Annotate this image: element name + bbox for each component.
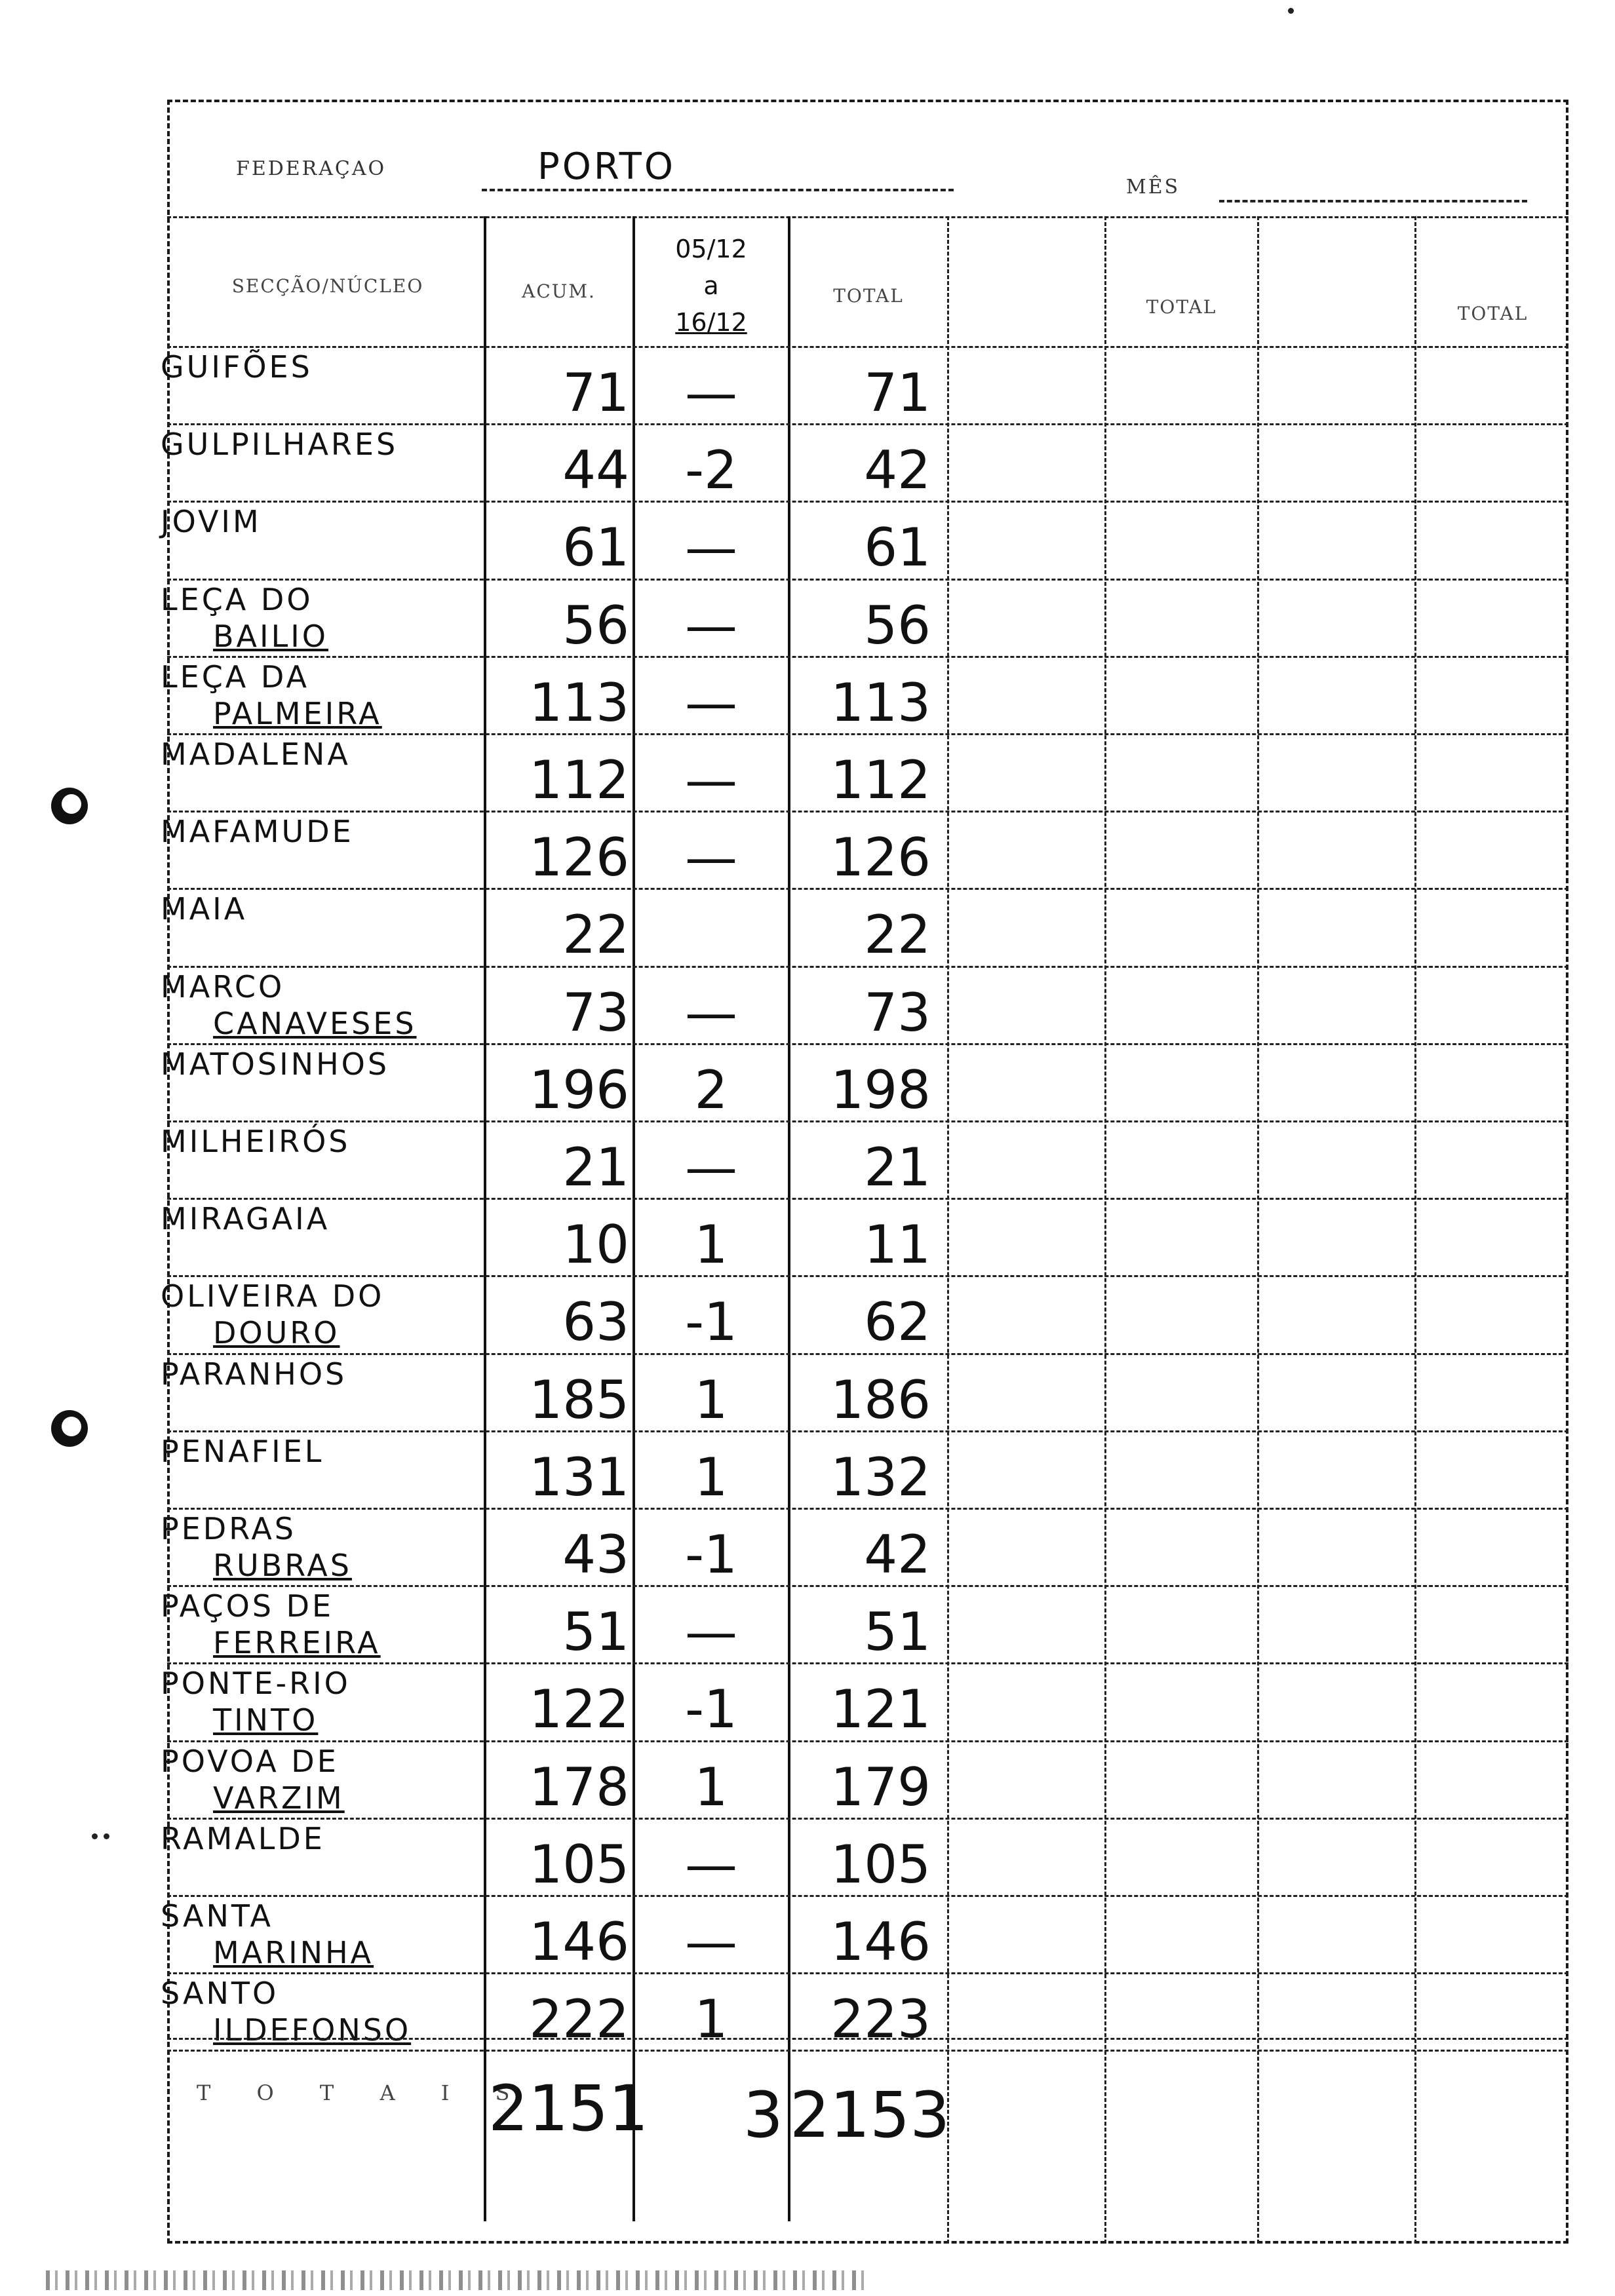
row-total: 105 xyxy=(830,1833,931,1895)
row-acum: 113 xyxy=(529,672,629,733)
row-name-line2: TINTO xyxy=(213,1702,319,1738)
row-name xyxy=(161,1123,475,1160)
row-separator xyxy=(167,501,1568,503)
row-name-line1: PAÇOS DE xyxy=(161,1588,334,1624)
row-name xyxy=(161,581,475,655)
row-acum: 222 xyxy=(529,1989,629,2050)
row-separator xyxy=(167,1740,1568,1742)
row-acum: 22 xyxy=(562,904,629,966)
row-separator xyxy=(167,656,1568,658)
punch-hole-top xyxy=(51,788,88,824)
row-name-line2: PALMEIRA xyxy=(213,695,382,731)
row-name xyxy=(161,1356,475,1392)
totals-total: 2153 xyxy=(790,2078,950,2152)
row-separator xyxy=(167,966,1568,968)
row-name xyxy=(161,736,475,773)
row-name-line1: LEÇA DO xyxy=(161,581,313,617)
row-acum: 122 xyxy=(529,1679,629,1740)
row-total: 223 xyxy=(830,1989,931,2050)
row-name xyxy=(161,503,475,540)
column-line xyxy=(1414,216,1416,2244)
row-total: 61 xyxy=(864,517,931,579)
row-delta: — xyxy=(685,827,737,889)
row-acum: 71 xyxy=(562,362,629,423)
row-total: 179 xyxy=(830,1756,931,1818)
totals-delta: 3 xyxy=(743,2078,783,2152)
row-total: 132 xyxy=(830,1446,931,1508)
scan-noise-strip xyxy=(46,2270,865,2290)
totals-label: T O T A I S xyxy=(197,2080,530,2105)
row-name xyxy=(161,1510,475,1584)
row-name xyxy=(161,659,475,732)
row-delta: — xyxy=(685,1833,737,1895)
row-separator xyxy=(167,1508,1568,1510)
federacao-value: PORTO xyxy=(537,145,676,188)
period-start: 05/12 xyxy=(675,235,747,263)
row-name xyxy=(161,1433,475,1470)
row-separator xyxy=(167,733,1568,735)
header-acum: ACUM. xyxy=(522,280,596,302)
row-acum: 44 xyxy=(562,440,629,501)
row-separator xyxy=(167,1120,1568,1122)
row-name xyxy=(161,1743,475,1816)
row-delta: 2 xyxy=(694,1059,728,1120)
row-name-line2: VARZIM xyxy=(213,1780,345,1816)
row-name-line1: PEDRAS xyxy=(161,1511,296,1546)
row-acum: 196 xyxy=(529,1059,629,1120)
row-total: 112 xyxy=(830,750,931,811)
column-line xyxy=(632,216,635,2221)
row-total: 71 xyxy=(864,362,931,423)
totals-separator xyxy=(167,2038,1568,2040)
row-name xyxy=(161,1200,475,1237)
row-name-line1: POVOA DE xyxy=(161,1743,339,1779)
row-name-line2: CANAVESES xyxy=(213,1005,417,1041)
row-name-line1: JOVIM xyxy=(161,504,262,540)
row-acum: 56 xyxy=(562,594,629,656)
row-delta: -1 xyxy=(685,1524,737,1585)
row-delta: 1 xyxy=(694,1756,728,1818)
period-end: 16/12 xyxy=(675,308,747,337)
row-acum: 63 xyxy=(562,1292,629,1353)
row-separator xyxy=(167,1818,1568,1820)
row-total: 121 xyxy=(830,1679,931,1740)
row-name-line1: OLIVEIRA DO xyxy=(161,1278,385,1314)
row-acum: 43 xyxy=(562,1524,629,1585)
row-total: 113 xyxy=(830,672,931,733)
row-total: 51 xyxy=(864,1601,931,1663)
federacao-underline xyxy=(482,189,954,191)
row-delta: — xyxy=(685,750,737,811)
row-name-line2: ILDEFONSO xyxy=(213,2012,412,2048)
row-name xyxy=(161,890,475,927)
row-acum: 73 xyxy=(562,982,629,1043)
row-acum: 51 xyxy=(562,1601,629,1663)
row-delta: -1 xyxy=(685,1679,737,1740)
row-name-line1: MATOSINHOS xyxy=(161,1046,390,1082)
row-name-line1: MADALENA xyxy=(161,737,351,772)
row-delta: 1 xyxy=(694,1214,728,1276)
row-separator xyxy=(167,1585,1568,1587)
header-total-1: TOTAL xyxy=(833,285,904,307)
row-name-line1: MARCO xyxy=(161,968,285,1004)
row-name-line1: MAFAMUDE xyxy=(161,814,354,850)
row-delta: — xyxy=(685,594,737,656)
row-delta: — xyxy=(685,982,737,1043)
row-name-line2: DOURO xyxy=(213,1315,340,1351)
row-separator xyxy=(167,423,1568,425)
row-acum: 61 xyxy=(562,517,629,579)
row-name-line1: SANTA xyxy=(161,1898,273,1934)
row-name-line1: LEÇA DA xyxy=(161,659,309,695)
row-total: 21 xyxy=(864,1137,931,1198)
row-delta: -1 xyxy=(685,1292,737,1353)
row-name xyxy=(161,1898,475,1971)
row-total: 22 xyxy=(864,904,931,966)
row-total: 62 xyxy=(864,1292,931,1353)
row-name xyxy=(161,349,475,385)
row-name-line1: PONTE-RIO xyxy=(161,1666,351,1702)
row-name xyxy=(161,1278,475,1351)
row-total: 42 xyxy=(864,440,931,501)
row-name-line1: MILHEIRÓS xyxy=(161,1124,351,1159)
row-acum: 131 xyxy=(529,1446,629,1508)
row-acum: 185 xyxy=(529,1369,629,1430)
header-bottom-line xyxy=(167,346,1568,348)
scan-speck xyxy=(92,1833,98,1839)
column-line xyxy=(1257,216,1259,2244)
row-total: 198 xyxy=(830,1059,931,1120)
row-name-line1: MIRAGAIA xyxy=(161,1201,330,1237)
row-acum: 105 xyxy=(529,1833,629,1895)
federacao-label: FEDERAÇAO xyxy=(236,157,387,180)
row-name-line1: GUIFÕES xyxy=(161,349,313,385)
row-separator xyxy=(167,811,1568,813)
row-separator xyxy=(167,2050,1568,2052)
header-separator xyxy=(167,216,1568,218)
row-name xyxy=(161,1588,475,1661)
row-separator xyxy=(167,1972,1568,1974)
row-name-line2: RUBRAS xyxy=(213,1548,352,1583)
row-name-line2: FERREIRA xyxy=(213,1625,381,1661)
period-sep: a xyxy=(703,271,719,300)
row-separator xyxy=(167,888,1568,890)
row-separator xyxy=(167,579,1568,581)
row-acum: 126 xyxy=(529,827,629,889)
row-name-line2: MARINHA xyxy=(213,1935,374,1970)
punch-hole-bottom xyxy=(51,1410,88,1447)
row-name xyxy=(161,813,475,850)
row-delta: — xyxy=(685,1601,737,1663)
row-separator xyxy=(167,1275,1568,1277)
row-total: 42 xyxy=(864,1524,931,1585)
row-total: 126 xyxy=(830,827,931,889)
mes-label: MÊS xyxy=(1126,176,1180,199)
row-name xyxy=(161,968,475,1042)
row-total: 186 xyxy=(830,1369,931,1430)
row-name-line1: SANTO xyxy=(161,1976,279,2012)
row-delta: — xyxy=(685,672,737,733)
row-separator xyxy=(167,1043,1568,1045)
column-line xyxy=(947,216,949,2244)
column-line xyxy=(1104,216,1106,2244)
row-total: 73 xyxy=(864,982,931,1043)
header-period xyxy=(639,231,783,341)
mes-underline xyxy=(1219,200,1527,202)
row-separator xyxy=(167,1895,1568,1897)
column-line xyxy=(484,216,486,2221)
header-total-2: TOTAL xyxy=(1146,296,1217,318)
row-delta: — xyxy=(685,362,737,423)
row-acum: 178 xyxy=(529,1756,629,1818)
row-total: 146 xyxy=(830,1911,931,1972)
row-total: 11 xyxy=(864,1214,931,1276)
row-delta: 1 xyxy=(694,1446,728,1508)
row-name-line1: GULPILHARES xyxy=(161,427,399,463)
row-acum: 21 xyxy=(562,1137,629,1198)
row-name-line2: BAILIO xyxy=(213,618,328,654)
row-separator xyxy=(167,1198,1568,1200)
row-name xyxy=(161,1665,475,1738)
row-acum: 10 xyxy=(562,1214,629,1276)
row-total: 56 xyxy=(864,594,931,656)
row-name xyxy=(161,1046,475,1082)
row-acum: 146 xyxy=(529,1911,629,1972)
header-total-3: TOTAL xyxy=(1457,303,1528,324)
row-name xyxy=(161,1820,475,1857)
row-name-line1: PENAFIEL xyxy=(161,1433,324,1469)
row-name xyxy=(161,426,475,463)
scan-speck xyxy=(104,1833,109,1839)
scan-speck xyxy=(1288,8,1294,14)
row-name-line1: PARANHOS xyxy=(161,1356,347,1392)
row-delta: — xyxy=(685,517,737,579)
row-delta: 1 xyxy=(694,1369,728,1430)
row-delta: -2 xyxy=(685,440,737,501)
row-delta: — xyxy=(685,1137,737,1198)
row-separator xyxy=(167,1662,1568,1664)
totals-acum: 2151 xyxy=(488,2072,649,2145)
row-separator xyxy=(167,1353,1568,1355)
header-seccao: SECÇÃO/NÚCLEO xyxy=(231,275,424,297)
row-delta: 1 xyxy=(694,1989,728,2050)
row-acum: 112 xyxy=(529,750,629,811)
row-delta: — xyxy=(685,1911,737,1972)
row-name-line1: MAIA xyxy=(161,891,248,927)
row-separator xyxy=(167,1430,1568,1432)
row-name-line1: RAMALDE xyxy=(161,1820,325,1856)
